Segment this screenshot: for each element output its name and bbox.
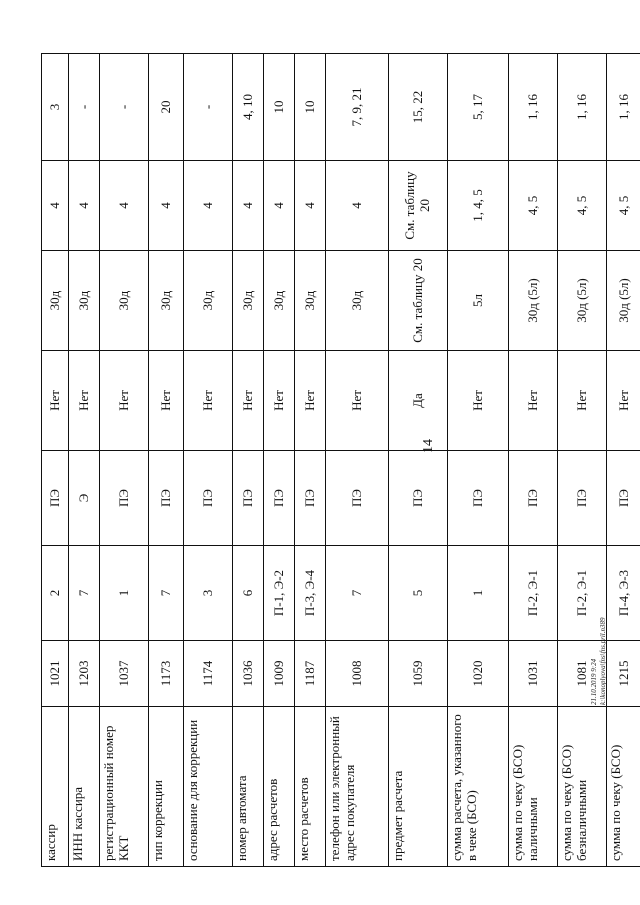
cell-format: См. таблицу 20 bbox=[389, 251, 448, 351]
cell-note: 1, 16 bbox=[607, 54, 640, 161]
cell-note: - bbox=[184, 54, 233, 161]
stamp-date: 21.10.2019 9:24 bbox=[590, 658, 598, 705]
cell-format: 30д bbox=[264, 251, 295, 351]
cell-length: 4 bbox=[326, 161, 389, 251]
table-row bbox=[100, 54, 149, 867]
table-row bbox=[184, 54, 233, 867]
cell-note: 7, 9, 21 bbox=[326, 54, 389, 161]
cell-length: 4 bbox=[295, 161, 326, 251]
cell-type: ПЭ bbox=[448, 451, 509, 546]
cell-type: ПЭ bbox=[233, 451, 264, 546]
table-row bbox=[295, 54, 326, 867]
table-row bbox=[389, 54, 448, 867]
cell-version: П-4, Э-3 bbox=[607, 546, 640, 641]
cell-note: - bbox=[100, 54, 149, 161]
cell-note: 1, 16 bbox=[558, 54, 607, 161]
fields-table bbox=[41, 53, 640, 867]
cell-version: П-2, Э-1 bbox=[558, 546, 607, 641]
table-row bbox=[233, 54, 264, 867]
cell-type: ПЭ bbox=[389, 451, 448, 546]
cell-length: 4, 5 bbox=[558, 161, 607, 251]
cell-tag: 1174 bbox=[184, 641, 233, 707]
cell-tag: 1173 bbox=[149, 641, 184, 707]
cell-note: 10 bbox=[264, 54, 295, 161]
cell-tag: 1036 bbox=[233, 641, 264, 707]
cell-type: ПЭ bbox=[295, 451, 326, 546]
cell-tag: 1009 bbox=[264, 641, 295, 707]
cell-required: Нет bbox=[69, 351, 100, 451]
cell-name: основание для коррекции bbox=[184, 707, 233, 867]
cell-note: 15, 22 bbox=[389, 54, 448, 161]
cell-name: сумма по чеку (БСО) безналичными bbox=[558, 707, 607, 867]
table-row bbox=[326, 54, 389, 867]
cell-type: ПЭ bbox=[558, 451, 607, 546]
cell-length: 4 bbox=[149, 161, 184, 251]
cell-type: ПЭ bbox=[607, 451, 640, 546]
cell-version: 2 bbox=[42, 546, 69, 641]
cell-name: адрес расчетов bbox=[264, 707, 295, 867]
cell-version: 3 bbox=[184, 546, 233, 641]
cell-length: 4, 5 bbox=[607, 161, 640, 251]
cell-required: Нет bbox=[149, 351, 184, 451]
cell-tag: 1081 bbox=[558, 641, 607, 707]
table-row bbox=[607, 54, 640, 867]
cell-name: сумма по чеку (БСО) наличными bbox=[509, 707, 558, 867]
cell-name: тип коррекции bbox=[149, 707, 184, 867]
table-row bbox=[558, 54, 607, 867]
cell-version: 6 bbox=[233, 546, 264, 641]
cell-length: 4 bbox=[233, 161, 264, 251]
cell-tag: 1020 bbox=[448, 641, 509, 707]
cell-required: Нет bbox=[448, 351, 509, 451]
cell-version: 1 bbox=[448, 546, 509, 641]
cell-version: 7 bbox=[149, 546, 184, 641]
cell-length: 4, 5 bbox=[509, 161, 558, 251]
cell-format: 30д (5л) bbox=[607, 251, 640, 351]
cell-name: сумма по чеку (БСО) bbox=[607, 707, 640, 867]
cell-tag: 1037 bbox=[100, 641, 149, 707]
cell-required: Нет bbox=[233, 351, 264, 451]
table-row bbox=[42, 54, 69, 867]
page-number: 14 bbox=[421, 439, 436, 453]
cell-version: П-2, Э-1 bbox=[509, 546, 558, 641]
cell-name: предмет расчета bbox=[389, 707, 448, 867]
cell-format: 30д bbox=[149, 251, 184, 351]
cell-length: 4 bbox=[264, 161, 295, 251]
cell-required: Нет bbox=[509, 351, 558, 451]
cell-type: ПЭ bbox=[42, 451, 69, 546]
cell-tag: 1203 bbox=[69, 641, 100, 707]
cell-required: Нет bbox=[264, 351, 295, 451]
cell-note: 10 bbox=[295, 54, 326, 161]
cell-name: место расчетов bbox=[295, 707, 326, 867]
cell-format: 30д (5л) bbox=[558, 251, 607, 351]
cell-format: 30д bbox=[69, 251, 100, 351]
cell-type: ПЭ bbox=[149, 451, 184, 546]
cell-note: 20 bbox=[149, 54, 184, 161]
cell-name: телефон или электронный адрес покупателя bbox=[326, 707, 389, 867]
cell-type: ПЭ bbox=[264, 451, 295, 546]
cell-version: 1 bbox=[100, 546, 149, 641]
cell-format: 30д (5л) bbox=[509, 251, 558, 351]
cell-version: 7 bbox=[326, 546, 389, 641]
table-row bbox=[509, 54, 558, 867]
cell-name: кассир bbox=[42, 707, 69, 867]
cell-required: Нет bbox=[42, 351, 69, 451]
cell-note: 1, 16 bbox=[509, 54, 558, 161]
file-stamp bbox=[590, 535, 608, 705]
cell-version: 5 bbox=[389, 546, 448, 641]
cell-type: Э bbox=[69, 451, 100, 546]
cell-type: ПЭ bbox=[509, 451, 558, 546]
cell-note: 5, 17 bbox=[448, 54, 509, 161]
table-row bbox=[448, 54, 509, 867]
cell-length: 4 bbox=[100, 161, 149, 251]
cell-format: 30д bbox=[295, 251, 326, 351]
cell-type: ПЭ bbox=[184, 451, 233, 546]
cell-required: Да bbox=[389, 351, 448, 451]
cell-format: 30д bbox=[42, 251, 69, 351]
cell-tag: 1187 bbox=[295, 641, 326, 707]
cell-name: ИНН кассира bbox=[69, 707, 100, 867]
cell-length: 4 bbox=[184, 161, 233, 251]
stamp-path: k:\konoplyova\fns\fns.pril.n389 bbox=[599, 617, 608, 705]
cell-format: 30д bbox=[233, 251, 264, 351]
cell-note: 3 bbox=[42, 54, 69, 161]
cell-name: сумма расчета, указанного в чеке (БСО) bbox=[448, 707, 509, 867]
cell-required: Нет bbox=[607, 351, 640, 451]
cell-required: Нет bbox=[184, 351, 233, 451]
cell-name: номер автомата bbox=[233, 707, 264, 867]
cell-length: 4 bbox=[42, 161, 69, 251]
cell-tag: 1021 bbox=[42, 641, 69, 707]
cell-length: 4 bbox=[69, 161, 100, 251]
cell-tag: 1059 bbox=[389, 641, 448, 707]
table-row bbox=[149, 54, 184, 867]
table-row bbox=[69, 54, 100, 867]
cell-tag: 1008 bbox=[326, 641, 389, 707]
cell-length: См. таблицу 20 bbox=[389, 161, 448, 251]
cell-type: ПЭ bbox=[326, 451, 389, 546]
cell-tag: 1215 bbox=[607, 641, 640, 707]
cell-format: 30д bbox=[326, 251, 389, 351]
cell-required: Нет bbox=[558, 351, 607, 451]
cell-type: ПЭ bbox=[100, 451, 149, 546]
cell-format: 30д bbox=[184, 251, 233, 351]
cell-note: - bbox=[69, 54, 100, 161]
cell-name: регистрационный номер ККТ bbox=[100, 707, 149, 867]
cell-version: П-1, Э-2 bbox=[264, 546, 295, 641]
cell-format: 30д bbox=[100, 251, 149, 351]
cell-tag: 1031 bbox=[509, 641, 558, 707]
table-row bbox=[264, 54, 295, 867]
cell-format: 5л bbox=[448, 251, 509, 351]
cell-version: 7 bbox=[69, 546, 100, 641]
cell-required: Нет bbox=[100, 351, 149, 451]
cell-required: Нет bbox=[326, 351, 389, 451]
cell-required: Нет bbox=[295, 351, 326, 451]
cell-note: 4, 10 bbox=[233, 54, 264, 161]
cell-version: П-3, Э-4 bbox=[295, 546, 326, 641]
cell-length: 1, 4, 5 bbox=[448, 161, 509, 251]
